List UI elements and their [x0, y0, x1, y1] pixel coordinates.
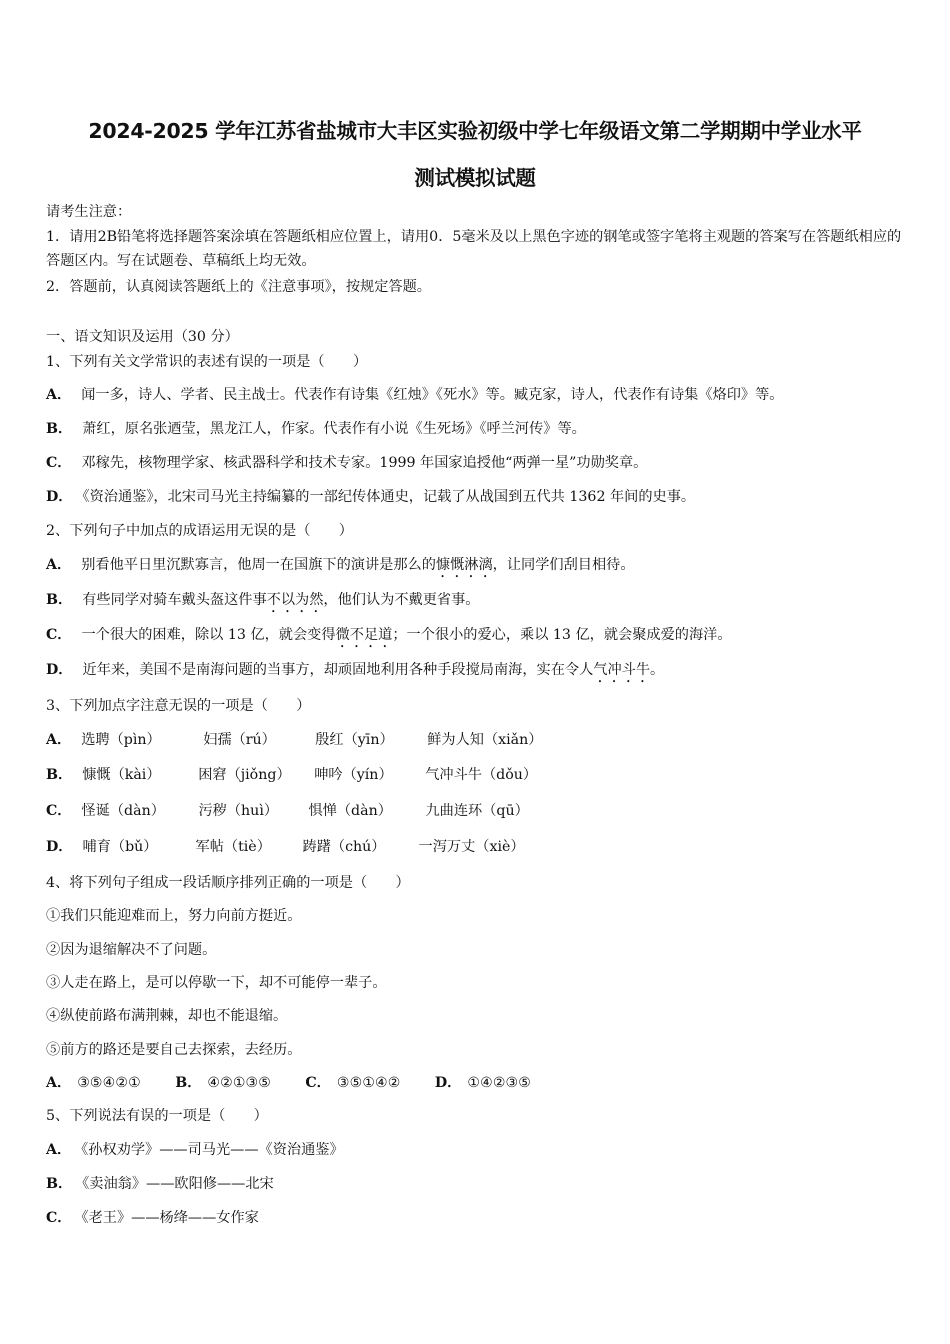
q4-sentence-2: ②因为退缩解决不了问题。 [46, 942, 217, 958]
exam-title-line-2: 测试模拟试题 [414, 166, 536, 190]
option-text: 《老王》——杨绛——女作家 [81, 1210, 259, 1226]
pinyin-item: 哺育（bǔ） [82, 839, 158, 855]
option-text: 《卖油翁》——欧阳修——北宋 [82, 1176, 274, 1192]
option-text-before: 有些同学对骑车戴头盔这件事 [82, 592, 267, 608]
question-3-stem: 3、下列加点字注意无误的一项是（ ） [46, 698, 311, 714]
pinyin-item: 污秽（huì） [198, 803, 279, 819]
dotted-idiom: 气冲斗牛 [593, 662, 651, 678]
q4-sentence-1: ①我们只能迎难而上，努力向前方挺近。 [46, 908, 302, 924]
option-label: C． [46, 455, 72, 471]
option-label: C． [46, 803, 72, 819]
pinyin-item: 军帖（tiè） [195, 839, 271, 855]
option-text: 闻一多，诗人、学者、民主战士。代表作有诗集《红烛》《死水》等。臧克家，诗人，代表作有诗集《烙印》等。 [81, 387, 784, 403]
question-5-stem: 5、下列说法有误的一项是（ ） [46, 1108, 268, 1124]
q3-option-d [46, 837, 525, 857]
pinyin-item: 慷慨（kài） [82, 767, 161, 783]
option-label: A． [46, 387, 72, 403]
q4-sentence-5: ⑤前方的路还是要自己去探索，去经历。 [46, 1042, 302, 1058]
q5-option-c [46, 1208, 259, 1228]
q2-option-c [46, 625, 732, 651]
q2-option-b [46, 590, 479, 616]
pinyin-item: 选聘（pìn） [81, 732, 161, 748]
pinyin-item: 九曲连环（qū） [425, 803, 529, 819]
option-label: B． [175, 1075, 202, 1091]
option-label: B． [46, 767, 73, 783]
option-text-after: ；一个很小的爱心，乘以 13 亿，就会聚成爱的海洋。 [392, 627, 732, 643]
question-2-stem: 2、下列句子中加点的成语运用无误的是（ ） [46, 523, 353, 539]
q1-option-c [46, 453, 647, 473]
dotted-idiom: 微不足道 [335, 627, 393, 643]
pinyin-item: 呻吟（yín） [314, 767, 393, 783]
q3-option-a [46, 730, 542, 750]
option-text-before: 别看他平日里沉默寡言，他周一在国旗下的演讲是那么的 [81, 557, 436, 573]
q3-option-c [46, 801, 529, 821]
option-text-after: ，让同学们刮目相待。 [492, 557, 635, 573]
pinyin-item: 一泻万丈（xiè） [418, 839, 525, 855]
pinyin-item: 怪诞（dàn） [81, 803, 165, 819]
option-text: 《孙权劝学》——司马光——《资治通鉴》 [81, 1142, 344, 1158]
option-text: 《资治通鉴》，北宋司马光主持编纂的一部纪传体通史，记载了从战国到五代共 1362 年间的史事。 [82, 489, 696, 505]
option-text: ①④②③⑤ [467, 1075, 531, 1091]
pinyin-item: 妇孺（rú） [203, 732, 276, 748]
option-text: ③⑤①④② [336, 1075, 401, 1091]
q3-option-b [46, 765, 537, 785]
q1-option-b [46, 419, 586, 439]
option-text-after: ，他们认为不戴更省事。 [323, 592, 480, 608]
q2-option-d [46, 660, 664, 686]
notice-item-1: 1．请用2B铅笔将选择题答案涂填在答题纸相应位置上，请用0．5毫米及以上黑色字迹的钢笔或签字笔将主观题的答案写在答题纸相应的答题区内。写在试题卷、草稿纸上均无效。 [46, 229, 902, 269]
notice-item-2: 2．答题前，认真阅读答题纸上的《注意事项》，按规定答题。 [46, 279, 431, 295]
option-label: B． [46, 421, 73, 437]
option-label: A． [46, 1075, 72, 1091]
pinyin-item: 踌躇（chú） [302, 839, 386, 855]
pinyin-item: 气冲斗牛（dǒu） [425, 767, 538, 783]
option-label: C． [46, 627, 72, 643]
option-text: ④②①③⑤ [207, 1075, 271, 1091]
option-label: A． [46, 732, 72, 748]
option-label: C． [305, 1075, 331, 1091]
notice-heading: 请考生注意： [46, 204, 132, 220]
option-label: B． [46, 592, 73, 608]
q1-option-a [46, 385, 783, 405]
section-heading: 一、语文知识及运用（30 分） [46, 329, 239, 345]
q4-sentence-4: ④纵使前路布满荆棘，却也不能退缩。 [46, 1008, 288, 1024]
option-label: D． [46, 839, 73, 855]
option-text: ③⑤④②① [77, 1075, 141, 1091]
option-label: D． [46, 662, 73, 678]
question-1-stem: 1、下列有关文学常识的表述有误的一项是（ ） [46, 354, 368, 370]
q2-option-a [46, 555, 635, 581]
pinyin-item: 殷红（yīn） [315, 732, 394, 748]
option-label: A． [46, 1142, 72, 1158]
option-text: 邓稼先，核物理学家、核武器科学和技术专家。1999 年国家追授他“两弹一星”功勋奖章。 [81, 455, 648, 471]
option-label: A． [46, 557, 72, 573]
question-4-stem: 4、将下列句子组成一段话顺序排列正确的一项是（ ） [46, 875, 410, 891]
option-label: B． [46, 1176, 73, 1192]
exam-title-line-1: 2024-2025 学年江苏省盐城市大丰区实验初级中学七年级语文第二学期期中学业水平 [88, 119, 862, 143]
option-label: D． [434, 1075, 462, 1091]
q4-options [46, 1073, 531, 1093]
pinyin-item: 鲜为人知（xiǎn） [427, 732, 543, 748]
option-label: D． [46, 489, 73, 505]
option-text: 萧红，原名张迺莹，黑龙江人，作家。代表作有小说《生死场》《呼兰河传》等。 [82, 421, 586, 437]
option-text-before: 近年来，美国不是南海问题的当事方，却顽固地利用各种手段搅局南海，实在令人 [82, 662, 594, 678]
pinyin-item: 惧惮（dàn） [308, 803, 392, 819]
dotted-idiom: 慷慨淋漓 [435, 557, 493, 573]
q5-option-a [46, 1140, 344, 1160]
option-text-before: 一个很大的困难，除以 13 亿，就会变得 [81, 627, 336, 643]
q5-option-b [46, 1174, 274, 1194]
option-text-after: 。 [650, 662, 665, 678]
option-label: C． [46, 1210, 72, 1226]
q1-option-d [46, 487, 695, 507]
pinyin-item: 困窘（jiǒng） [198, 767, 291, 783]
q4-sentence-3: ③人走在路上，是可以停歇一下，却不可能停一辈子。 [46, 975, 387, 991]
dotted-idiom: 不以为然 [266, 592, 324, 608]
